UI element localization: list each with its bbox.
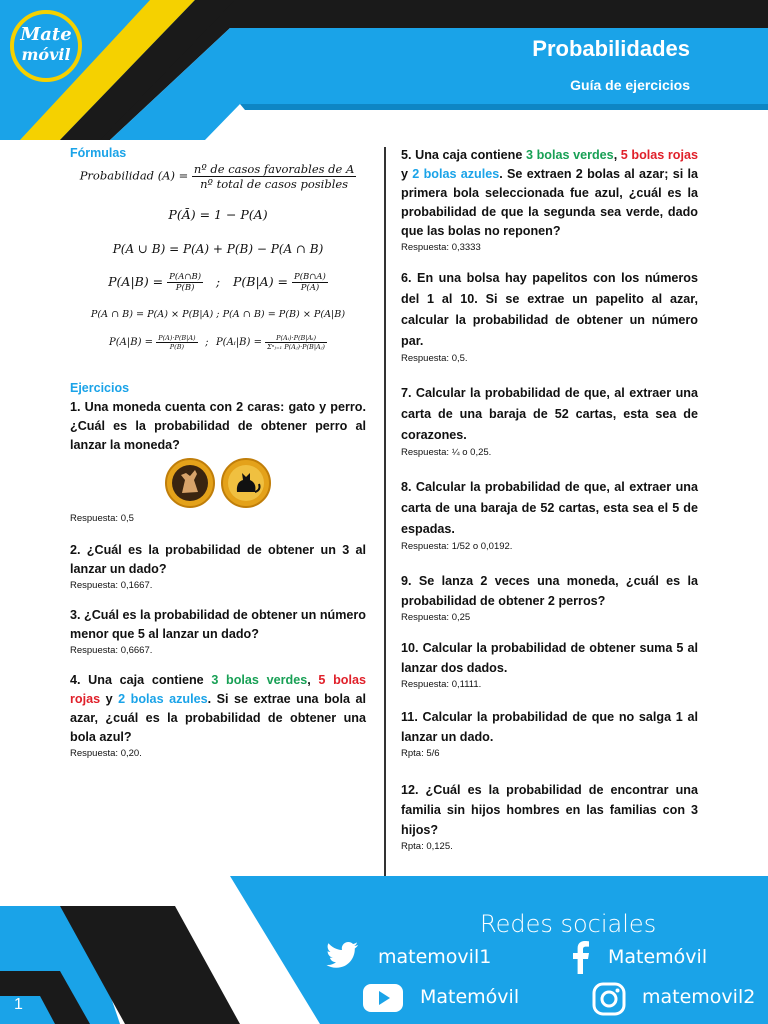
cat-coin-icon	[221, 458, 271, 508]
exercise-5-red: 5 bolas rojas	[620, 148, 698, 162]
formula-probability-definition	[70, 162, 366, 191]
exercise-4	[70, 671, 366, 747]
exercise-4-blue: 2 bolas azules	[118, 692, 208, 706]
formula-1-denominator: nº total de casos posibles	[200, 177, 349, 191]
formula-4b-lhs: P(B|A) =	[232, 274, 289, 289]
page-subtitle: Guía de ejercicios	[570, 77, 690, 93]
formula-4b-fraction	[292, 272, 328, 293]
exercise-11: 11. Calcular la probabilidad de que no salga 1 al lanzar un dado.	[401, 710, 698, 744]
formula-6a-fraction	[156, 334, 197, 351]
coin-images	[70, 455, 366, 511]
exercise-2: 2. ¿Cuál es la probabilidad de obtener un 3 al lanzar un dado?	[70, 543, 366, 576]
formula-1-lhs: Probabilidad (A) =	[79, 168, 189, 183]
exercise-3-pre: 3. ¿Cuál es la	[70, 608, 154, 622]
exercise-5-p4: . Se extraen 2 bolas al azar; si la primera bola seleccionada fue azul, ¿cuál es la probabilidad de que la segunda sea verde, dado que las bolas no reponen?	[401, 167, 698, 238]
formula-6b-denominator: Σⁿⱼ₌₁ P(Aⱼ)·P(B|Aⱼ)	[267, 343, 325, 351]
exercise-8: 8. Calcular la probabilidad de que, al extraer una carta de una baraja de 52 cartas, esta sea el 5 de espadas.	[401, 480, 698, 536]
exercise-4-p3: y	[100, 692, 119, 706]
dog-coin-icon	[165, 458, 215, 508]
matemovil-logo	[10, 10, 82, 82]
page-number: 1	[14, 996, 23, 1013]
formula-6-separator: ;	[205, 337, 209, 348]
header-band	[0, 0, 768, 140]
exercise-11-answer: Rpta: 5/6	[401, 748, 440, 759]
formula-4b-numerator: P(B∩A)	[294, 272, 326, 282]
exercise-5-answer: Respuesta: 0,3333	[401, 242, 481, 253]
left-column	[70, 146, 366, 760]
exercise-4-green: 3 bolas verdes	[211, 673, 308, 687]
formula-conditional	[70, 272, 366, 293]
formula-intersection: P(A ∩ B) = P(A) × P(B|A) ; P(A ∩ B) = P(B) × P(A|B)	[90, 309, 346, 320]
exercise-6: 6. En una bolsa hay papelitos con los números del 1 al 10. Si se extrae un papelito al azar, calcular la probabilidad de obtener un número par.	[401, 271, 698, 348]
exercise-7: 7. Calcular la probabilidad de que, al extraer una carta de una baraja de 52 cartas, esta sea de corazones.	[401, 386, 698, 442]
formula-4-separator: ;	[215, 274, 221, 289]
formula-4a-lhs: P(A|B) =	[108, 274, 164, 289]
formula-6a-lhs: P(A|B) =	[109, 337, 154, 348]
twitter-icon[interactable]	[325, 941, 359, 971]
exercise-5-blue: 2 bolas azules	[412, 167, 500, 181]
exercise-10-answer: Respuesta: 0,1111.	[401, 679, 482, 690]
formula-4b-denominator: P(A)	[300, 283, 320, 293]
exercise-3-post: de obtener un número menor que 5 al lanzar un dado?	[70, 608, 367, 641]
exercise-9: 9. Se lanza 2 veces una moneda, ¿cuál es la probabilidad de obtener 2 perros?	[401, 574, 698, 608]
formula-bayes	[70, 334, 366, 351]
exercise-8-answer: Respuesta: 1/52 o 0,0192.	[401, 541, 513, 552]
exercise-4-red: 5 bolas rojas	[70, 673, 366, 706]
exercise-2-answer: Respuesta: 0,1667.	[70, 580, 153, 591]
exercise-12-answer: Rpta: 0,125.	[401, 841, 453, 852]
exercise-1: 1. Una moneda cuenta con 2 caras: gato y perro. ¿Cuál es la probabilidad de obtener perro al lanzar la moneda?	[70, 400, 366, 452]
exercise-4-p2: ,	[307, 673, 319, 687]
exercise-5-p3: y	[401, 167, 413, 181]
exercise-6-answer: Respuesta: 0,5.	[401, 353, 468, 364]
exercise-4-answer: Respuesta: 0,20.	[70, 748, 142, 759]
facebook-icon[interactable]	[570, 940, 590, 974]
formula-6b-lhs: P(Aᵢ|B) =	[215, 337, 262, 348]
exercise-3-answer: Respuesta: 0,6667.	[70, 645, 153, 656]
page-title: Probabilidades	[532, 36, 690, 61]
exercise-10: 10. Calcular la probabilidad de obtener suma 5 al lanzar dos dados.	[401, 641, 698, 675]
formula-6b-numerator: P(Aᵢ)·P(B|Aᵢ)	[265, 334, 327, 343]
exercise-12: 12. ¿Cuál es la probabilidad de encontrar una familia sin hijos hombres en las familias con 3 hijos?	[401, 783, 698, 837]
youtube-handle[interactable]: Matemóvil	[420, 986, 520, 1008]
social-heading: Redes sociales	[480, 910, 657, 938]
youtube-icon[interactable]	[363, 984, 403, 1012]
logo-line2: móvil	[21, 45, 71, 64]
formula-6a-numerator: P(A)·P(B|A)	[158, 334, 196, 342]
formulas-heading: Fórmulas	[70, 146, 127, 160]
exercise-1-answer: Respuesta: 0,5	[70, 513, 134, 524]
logo-line1: Mate	[20, 24, 72, 45]
formula-complement: P(Ā) = 1 − P(A)	[168, 207, 268, 222]
twitter-handle[interactable]: matemovil1	[378, 946, 492, 968]
exercise-5	[401, 146, 698, 241]
exercise-3-bold: probabilidad	[154, 608, 230, 622]
formula-4a-fraction	[167, 272, 203, 293]
exercise-5-p1: 5. Una caja contiene	[401, 148, 526, 162]
formula-1-numerator: nº de casos favorables de A	[193, 162, 355, 176]
instagram-handle[interactable]: matemovil2	[642, 986, 756, 1008]
column-divider	[384, 147, 386, 887]
formula-4a-denominator: P(B)	[175, 283, 195, 293]
formula-6b-fraction	[265, 334, 327, 351]
formula-union: P(A ∪ B) = P(A) + P(B) − P(A ∩ B)	[112, 242, 324, 256]
exercise-5-green: 3 bolas verdes	[525, 148, 614, 162]
exercise-4-p1: 4. Una caja contiene	[70, 673, 212, 687]
formula-6a-denominator: P(B)	[169, 343, 185, 351]
facebook-handle[interactable]: Matemóvil	[608, 946, 708, 968]
exercise-4-p4: . Si se extrae una bola al azar, ¿cuál es la probabilidad de obtener una bola azul?	[70, 692, 366, 744]
exercises-heading: Ejercicios	[70, 381, 130, 395]
exercise-9-answer: Respuesta: 0,25	[401, 612, 471, 623]
formula-1-fraction	[192, 162, 356, 191]
right-column	[401, 146, 698, 853]
instagram-icon[interactable]	[592, 982, 626, 1016]
exercise-7-answer: Respuesta: ¼ o 0,25.	[401, 447, 492, 458]
exercise-3	[70, 606, 366, 644]
exercise-5-p2: ,	[613, 148, 621, 162]
formula-4a-numerator: P(A∩B)	[169, 272, 202, 282]
